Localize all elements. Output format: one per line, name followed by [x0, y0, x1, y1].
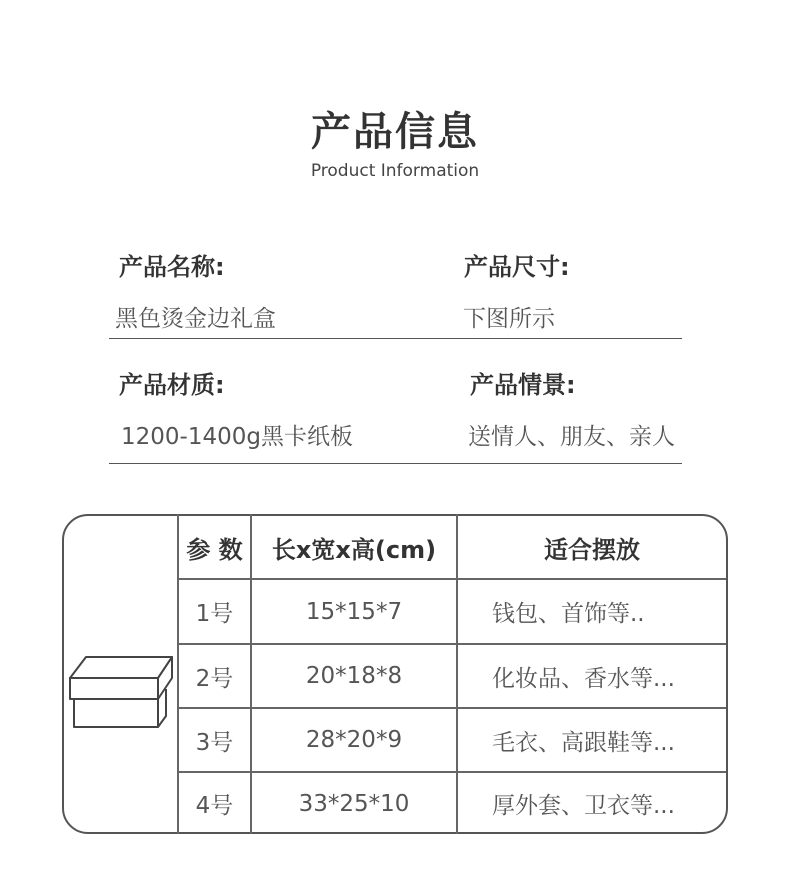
table-cell-usage: 厚外套、卫衣等...: [492, 793, 675, 819]
product-size-label: 产品尺寸:: [464, 253, 570, 281]
product-material-label: 产品材质:: [119, 371, 225, 399]
table-cell-usage: 钱包、首饰等..: [492, 601, 645, 627]
product-name-label: 产品名称:: [119, 253, 225, 281]
table-cell-dimensions: 15*15*7: [305, 598, 403, 625]
table-header-dimensions: 长x宽x高(cm): [271, 535, 437, 564]
divider: [109, 463, 682, 464]
product-scene-label: 产品情景:: [470, 371, 576, 399]
product-material-value: 1200-1400g黑卡纸板: [121, 424, 353, 450]
table-header-param: 参 数: [186, 535, 243, 564]
table-cell-dimensions: 33*25*10: [298, 790, 410, 817]
gift-box-icon: [66, 652, 176, 730]
table-cell-size: 1号: [195, 601, 234, 627]
page-subtitle: Product Information: [310, 161, 480, 181]
table-cell-usage: 化妆品、香水等...: [492, 665, 675, 692]
table-cell-dimensions: 28*20*9: [305, 727, 403, 753]
product-scene-value: 送情人、朋友、亲人: [468, 424, 675, 450]
table-header-usage: 适合摆放: [544, 535, 640, 564]
table-cell-size: 3号: [195, 729, 234, 756]
product-name-value: 黑色烫金边礼盒: [115, 306, 276, 332]
table-cell-usage: 毛衣、高跟鞋等...: [492, 729, 675, 756]
divider: [109, 338, 682, 339]
table-cell-size: 2号: [195, 665, 234, 692]
table-cell-dimensions: 20*18*8: [305, 663, 403, 689]
page-title: 产品信息: [311, 109, 479, 155]
product-size-value: 下图所示: [463, 306, 555, 332]
table-cell-size: 4号: [195, 793, 234, 819]
